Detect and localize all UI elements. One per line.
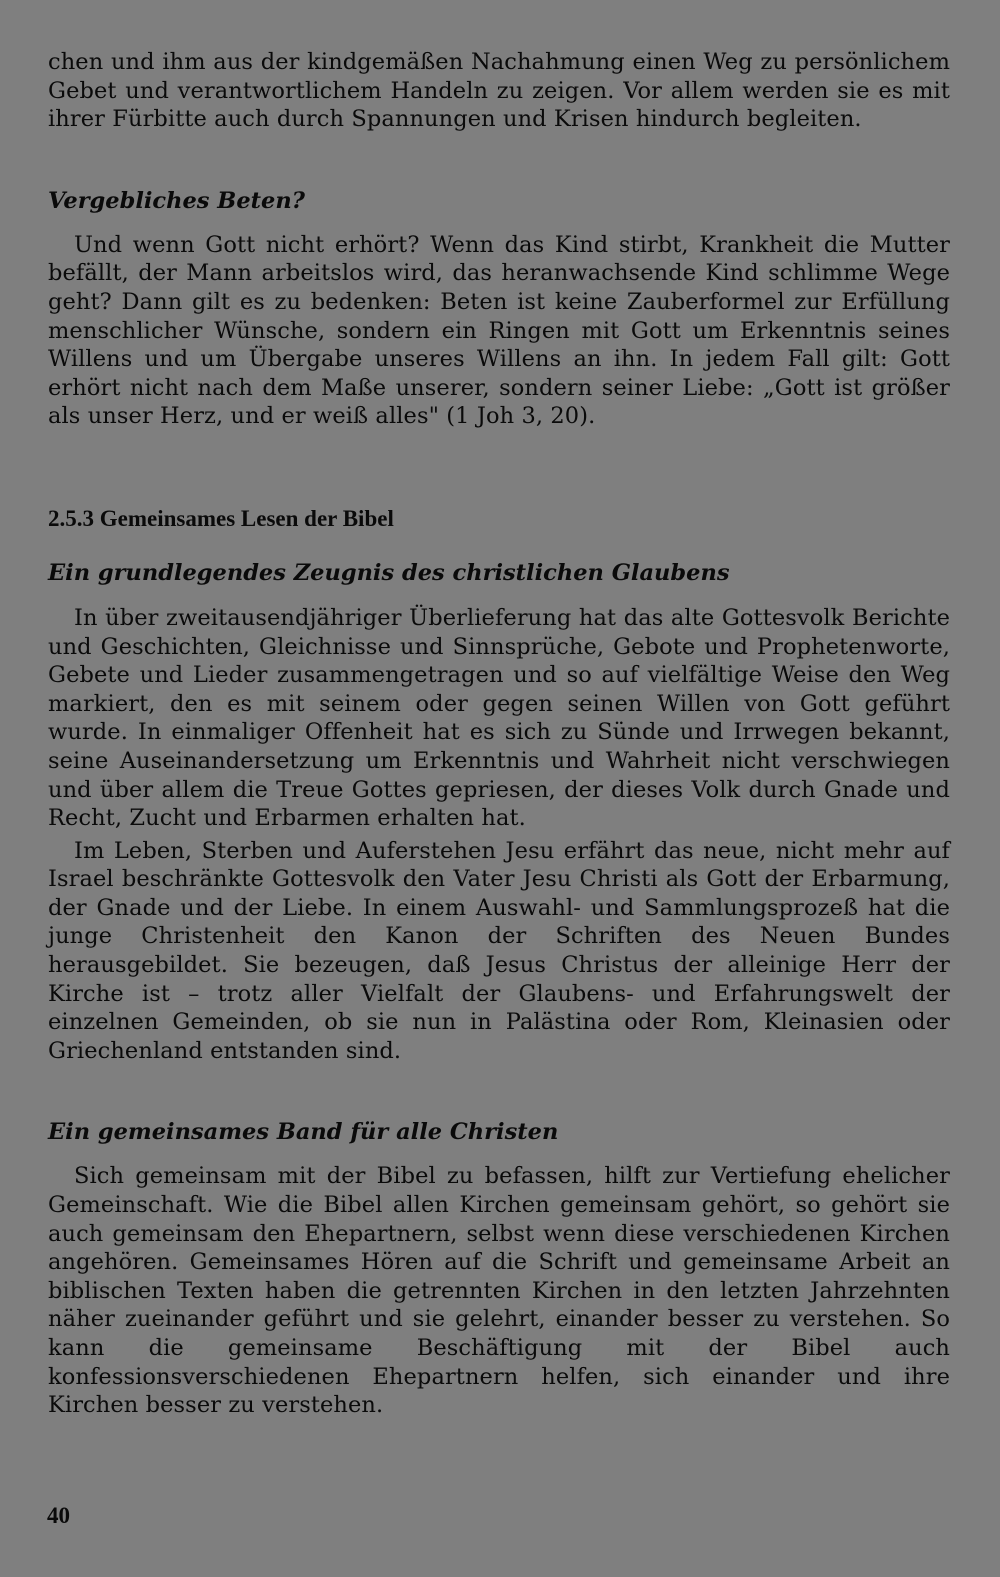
heading-grundlegendes-zeugnis: Ein grundlegendes Zeugnis des christlichen Glaubens bbox=[48, 559, 730, 586]
vergebliches-beten-block bbox=[48, 231, 950, 431]
grundlegendes-zeugnis-paragraph-1: In über zweitausendjähriger Überlieferung hat das alte Gottesvolk Berichte und Geschichten, Gleichnisse und Sinnsprüche, Gebote und Prophetenworte, Gebete und Lieder zusammengetragen und so auf vielfältige Weise den Weg markiert, den es mit seinem oder gegen seinen Willen von Gott geführt wurde. In einmaliger Offenheit hat es sich zu Sünde und Irrwegen bekannt, seine Auseinandersetzung um Erkenntnis und Wahrheit nicht verschwiegen und über allem die Treue Gottes gepriesen, der dieses Volk durch Gnade und Recht, Zucht und Erbarmen erhalten hat. bbox=[48, 604, 950, 832]
page-number: 40 bbox=[47, 1503, 70, 1528]
intro-paragraph: chen und ihm aus der kindgemäßen Nachahmung einen Weg zu persönlichem Gebet und verantwortlichem Handeln zu zeigen. Vor allem werden sie es mit ihrer Fürbitte auch durch Spannungen und Krisen hindurch begleiten. bbox=[48, 49, 950, 133]
vergebliches-beten-paragraph: Und wenn Gott nicht erhört? Wenn das Kind stirbt, Krankheit die Mutter befällt, der Mann arbeitslos wird, das heranwachsende Kind schlimme Wege geht? Dann gilt es zu bedenken: Beten ist keine Zauberformel zur Erfüllung menschlicher Wünsche, sondern ein Ringen mit Gott um Erkenntnis seines Willens und um Übergabe unseres Willens an ihn. In jedem Fall gilt: Gott erhört nicht nach dem Maße unserer, sondern seiner Liebe: „Gott ist größer als unser Herz, und er weiß alles" (1 Joh 3, 20). bbox=[48, 231, 950, 430]
gemeinsames-band-block bbox=[48, 1162, 950, 1419]
gemeinsames-band-paragraph: Sich gemeinsam mit der Bibel zu befassen, hilft zur Vertiefung ehelicher Gemeinschaft. Wie die Bibel allen Kirchen gemeinsam gehört, so gehört sie auch gemeinsam den Ehepartnern, selbst wenn diese verschiedenen Kirchen angehören. Gemeinsames Hören auf die Schrift und gemeinsame Arbeit an biblischen Texten haben die getrennten Kirchen in den letzten Jahrzehnten näher zueinander geführt und sie gelehrt, einander besser zu verstehen. So kann die gemeinsame Beschäftigung mit der Bibel auch konfessionsverschiedenen Ehepartnern helfen, sich einander und ihre Kirchen besser zu verstehen. bbox=[48, 1163, 950, 1419]
grundlegendes-zeugnis-block bbox=[48, 604, 950, 1066]
grundlegendes-zeugnis-paragraph-2: Im Leben, Sterben und Auferstehen Jesu erfährt das neue, nicht mehr auf Israel beschränkte Gottesvolk den Vater Jesu Christi als Gott der Erbarmung, der Gnade und der Liebe. In einem Auswahl- und Sammlungsprozeß hat die junge Christenheit den Kanon der Schriften des Neuen Bundes herausgebildet. Sie bezeugen, daß Jesus Christus der alleinige Herr der Kirche ist – trotz aller Vielfalt der Glaubens- und Erfahrungswelt der einzelnen Gemeinden, ob sie nun in Palästina oder Rom, Kleinasien oder Griechenland entstanden sind. bbox=[48, 837, 950, 1064]
section-heading-2-5-3: 2.5.3 Gemeinsames Lesen der Bibel bbox=[48, 505, 394, 531]
heading-vergebliches-beten: Vergebliches Beten? bbox=[48, 187, 305, 214]
heading-gemeinsames-band: Ein gemeinsames Band für alle Christen bbox=[48, 1119, 559, 1146]
intro-block bbox=[48, 48, 950, 134]
